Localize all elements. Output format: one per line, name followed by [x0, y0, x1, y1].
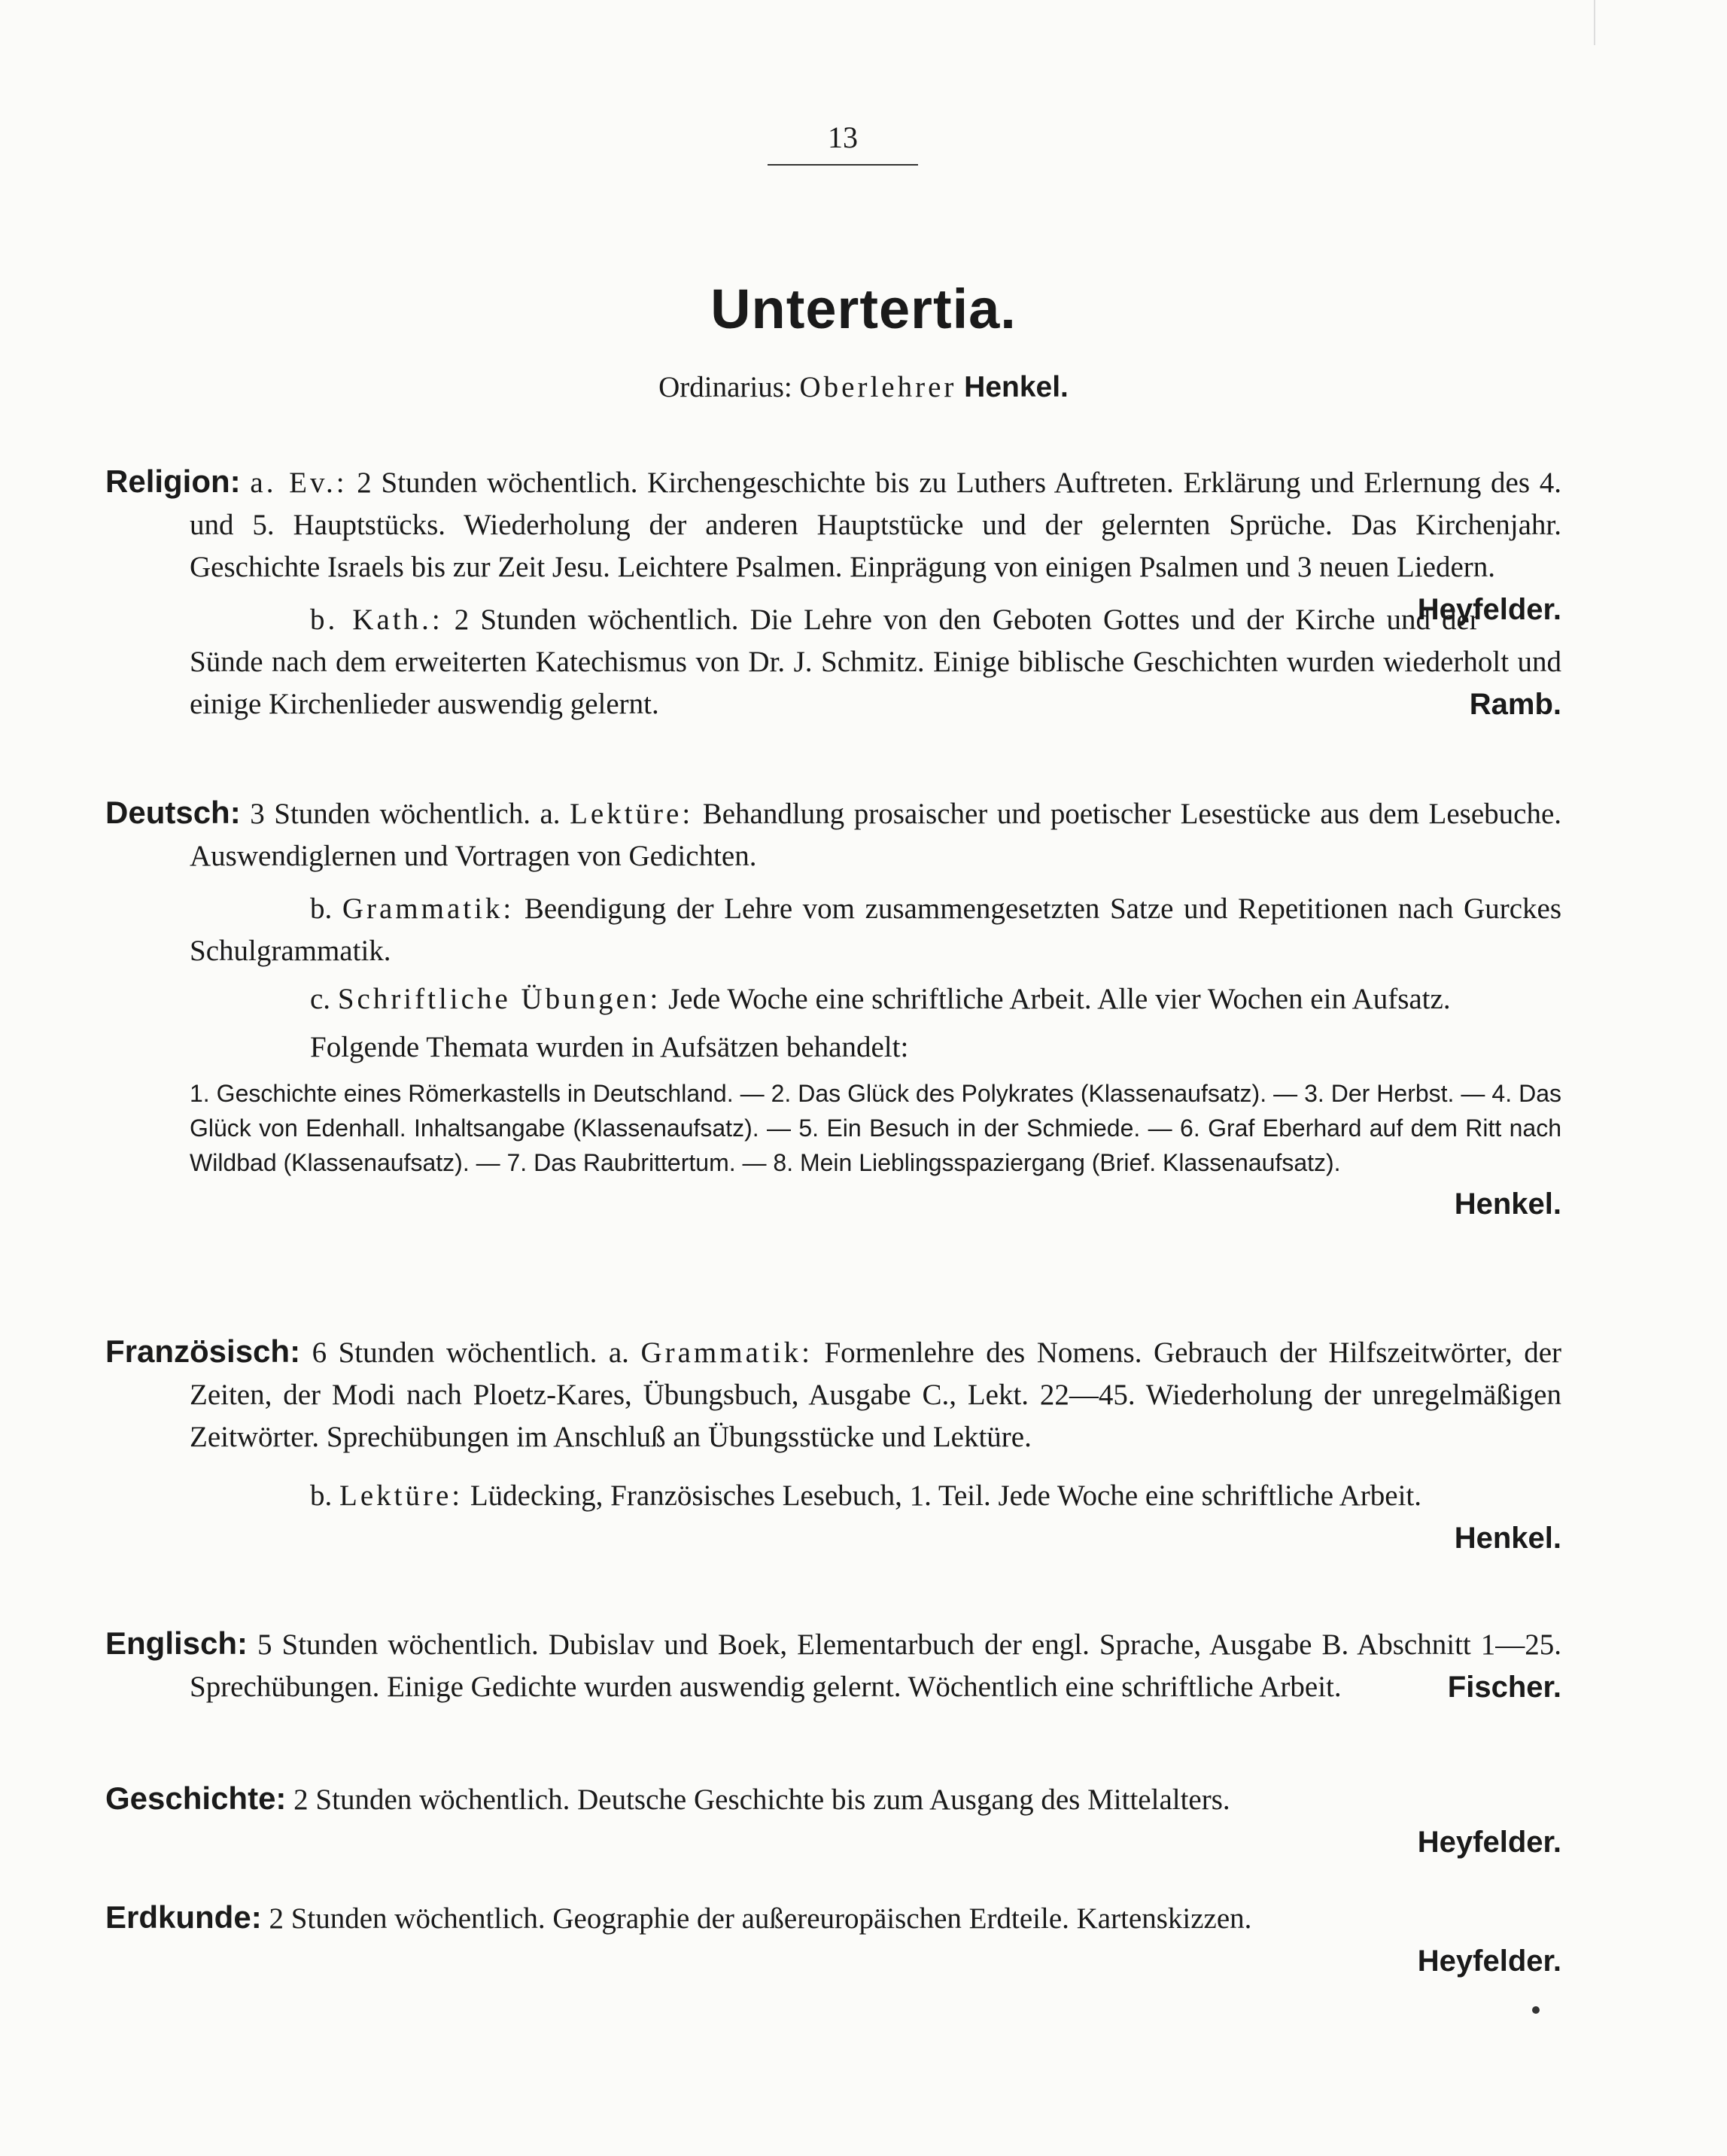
deutsch-b-lead: b. [310, 893, 333, 925]
religion-a-lead: a. Ev.: [250, 467, 348, 499]
franzoesisch-a-label: Grammatik: [640, 1336, 813, 1369]
religion-b-lead: b. Kath.: [310, 604, 443, 636]
teacher-englisch: Fischer. [1447, 1671, 1561, 1704]
subject-englisch: Englisch: [105, 1625, 248, 1661]
ordinarius-name: Henkel. [964, 371, 1069, 403]
franzoesisch-a-rest: Formenlehre des Nomens. Gebrauch der Hilfszeitwörter, der Zeiten, der Modi nach Ploetz-Kares, Übungsbuch, Ausgabe C., Lekt. 22—45. Wiederholung der unregelmäßigen Zeitwörter. Sprechübungen im Anschluß an Übungsstücke und Lektüre. [190, 1336, 1562, 1453]
subject-religion: Religion: [105, 464, 241, 499]
franzoesisch-b-label: Lektüre: [339, 1479, 464, 1512]
section-deutsch [105, 792, 1561, 1225]
subject-geschichte: Geschichte: [105, 1780, 287, 1816]
deutsch-a [105, 792, 1561, 877]
franzoesisch-b-text: Lüdecking, Französisches Lesebuch, 1. Teil. Jede Woche eine schriftliche Arbeit. [470, 1479, 1421, 1512]
deutsch-a-rest: Behandlung prosaischer und poetischer Lesestücke aus dem Lesebuche. Auswendiglernen und Vortragen von Gedichten. [190, 798, 1562, 872]
deutsch-b-label: Grammatik: [342, 893, 515, 925]
teacher-religion-ev: Heyfelder. [1417, 593, 1561, 626]
teacher-geschichte: Heyfelder. [1417, 1826, 1561, 1859]
teacher-deutsch: Henkel. [1454, 1187, 1561, 1221]
religion-b-text: 2 Stunden wöchentlich. Die Lehre von den Geboten Gottes und der Kirche und der Sünde nach dem erweiterten Katechismus von Dr. J. Schmitz. Einige biblische Geschichten wurden wiederholt und einige Kirchenlieder auswendig gelernt. [190, 604, 1561, 720]
section-erdkunde [105, 1896, 1561, 1982]
page-number: 13 [768, 119, 918, 166]
englisch-text: 5 Stunden wöchentlich. Dubislav und Boek, Elementarbuch der engl. Sprache, Ausgabe B. Abschnitt 1—25. Sprechübungen. Einige Gedichte wurden auswendig gelernt. Wöchentlich eine schriftliche Arbeit. [190, 1628, 1561, 1703]
deutsch-c-text: Jede Woche eine schriftliche Arbeit. Alle vier Wochen ein Aufsatz. [668, 983, 1451, 1015]
geschichte-text: 2 Stunden wöchentlich. Deutsche Geschichte bis zum Ausgang des Mittelalters. [293, 1783, 1230, 1816]
teacher-franzoesisch: Henkel. [1454, 1522, 1561, 1555]
subject-deutsch: Deutsch: [105, 795, 241, 830]
section-geschichte [105, 1777, 1561, 1863]
page-title: Untertertia. [710, 278, 1017, 340]
deutsch-a-text: 3 Stunden wöchentlich. a. [250, 798, 561, 830]
page-edge-mark [1594, 0, 1595, 45]
deutsch-c-lead: c. [310, 983, 331, 1015]
ink-dot [1532, 2006, 1540, 2014]
subject-franzoesisch: Französisch: [105, 1333, 301, 1369]
ordinarius-line [0, 370, 1727, 404]
erdkunde-text-block [105, 1896, 1561, 1940]
erdkunde-text: 2 Stunden wöchentlich. Geographie der außereuropäischen Erdteile. Kartenskizzen. [269, 1902, 1252, 1935]
ordinarius-role: Oberlehrer [799, 371, 957, 403]
section-englisch [105, 1622, 1561, 1708]
teacher-erdkunde: Heyfelder. [1417, 1945, 1561, 1978]
deutsch-themes-intro: Folgende Themata wurden in Aufsätzen behandelt: [310, 1031, 909, 1063]
religion-b [105, 599, 1561, 725]
franzoesisch-a-text: 6 Stunden wöchentlich. a. [312, 1336, 629, 1369]
section-franzoesisch [105, 1330, 1561, 1559]
subject-erdkunde: Erdkunde: [105, 1899, 262, 1935]
teacher-religion-kath: Ramb. [1469, 688, 1561, 721]
englisch-text-block [105, 1622, 1561, 1708]
deutsch-b [105, 888, 1561, 972]
deutsch-a-label: Lektüre: [570, 798, 694, 830]
franzoesisch-b-lead: b. [310, 1479, 333, 1512]
franzoesisch-b [105, 1475, 1561, 1555]
religion-a-text: 2 Stunden wöchentlich. Kirchengeschichte bis zu Luthers Auftreten. Erklärung und Erlernung des 4. und 5. Hauptstücks. Wiederholung der anderen Hauptstücke und der gelernten Sprüche. Das Kirchenjahr. Geschichte Israels bis zur Zeit Jesu. Leichtere Psalmen. Einprägung von einigen Psalmen und 3 neuen Liedern. [190, 467, 1562, 583]
geschichte-text-block [105, 1777, 1561, 1821]
deutsch-b-text: Beendigung der Lehre vom zusammengesetzten Satze und Repetitionen nach Gurckes Schulgrammatik. [190, 893, 1562, 967]
franzoesisch-a [105, 1330, 1561, 1458]
section-religion [105, 461, 1561, 725]
deutsch-c [105, 978, 1561, 1020]
deutsch-themes: 1. Geschichte eines Römerkastells in Deutschland. — 2. Das Glück des Polykrates (Klassenaufsatz). — 3. Der Herbst. — 4. Das Glück von Edenhall. Inhaltsangabe (Klassenaufsatz). — 5. Ein Besuch in der Schmiede. — 6. Graf Eberhard auf dem Ritt nach Wildbad (Klassenaufsatz). — 7. Das Raubrittertum. — 8. Mein Lieblingsspaziergang (Brief. Klassenaufsatz). [190, 1080, 1561, 1176]
ordinarius-label: Ordinarius: [658, 371, 792, 403]
deutsch-c-label: Schriftliche Übungen: [337, 983, 661, 1015]
